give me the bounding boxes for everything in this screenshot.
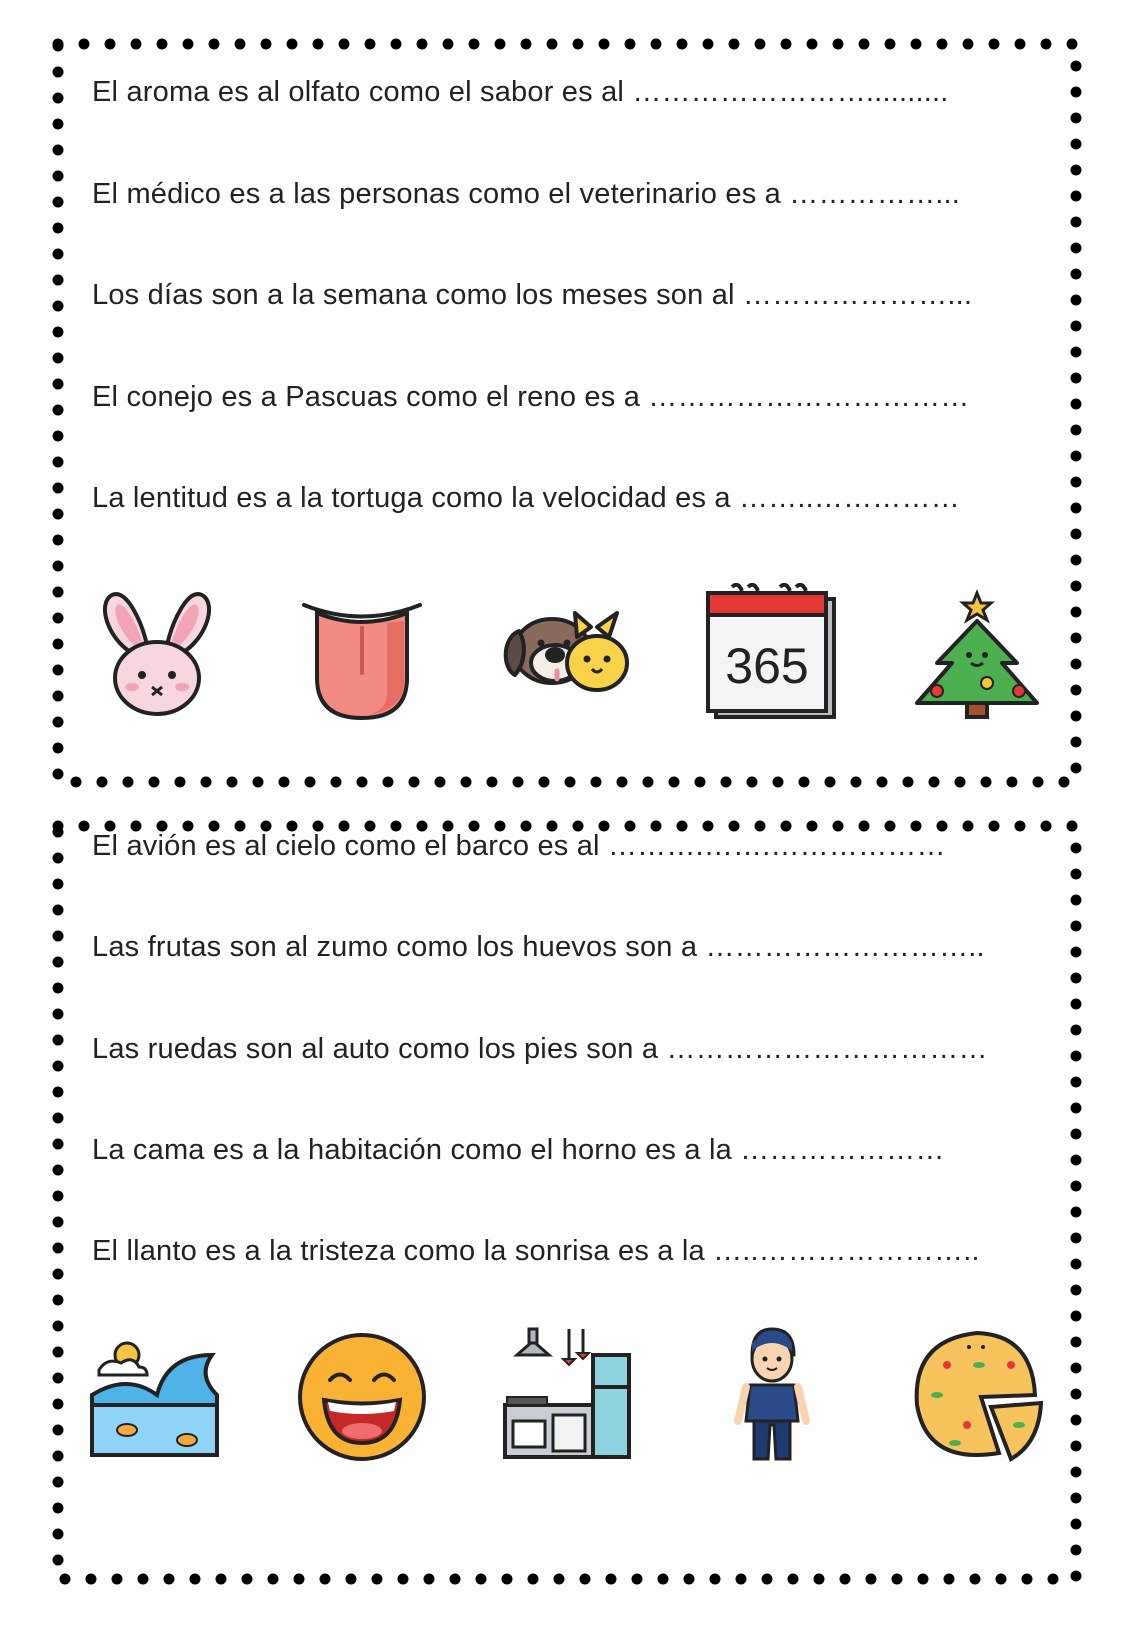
analogy-line-1: El aroma es al olfato como el sabor es al …………………….......... bbox=[92, 76, 949, 108]
omelette-icon bbox=[907, 1325, 1047, 1465]
picture-options-2 bbox=[87, 1325, 1047, 1465]
analogy-line-5: La lentitud es a la tortuga como la velocidad es a ……..…………… bbox=[92, 482, 960, 514]
dog-and-cat-icon bbox=[497, 583, 637, 723]
exercise-card-2 bbox=[52, 820, 1082, 1585]
analogy-line-10: El llanto es a la tristeza como la sonrisa es a la …..………………….. bbox=[92, 1235, 980, 1267]
kitchen-icon bbox=[497, 1325, 637, 1465]
analogy-line-9: La cama es a la habitación como el horno es a la ………………… bbox=[92, 1134, 945, 1166]
analogy-line-2: El médico es a las personas como el veterinario es a ……………... bbox=[92, 178, 961, 210]
picture-options-1 bbox=[87, 583, 1047, 723]
laughing-face-icon bbox=[292, 1325, 432, 1465]
analogy-line-8: Las ruedas son al auto como los pies son a …………………………… bbox=[92, 1033, 988, 1065]
analogy-line-4: El conejo es a Pascuas como el reno es a …………………………… bbox=[92, 381, 970, 413]
calendar-number: 365 bbox=[725, 638, 809, 694]
calendar-365-icon bbox=[702, 583, 842, 723]
sea-waves-icon bbox=[87, 1325, 227, 1465]
rabbit-icon bbox=[87, 583, 227, 723]
analogy-line-3: Los días son a la semana como los meses son al …………………... bbox=[92, 279, 973, 311]
analogy-line-6: El avión es al cielo como el barco es al ……….…….……………… bbox=[92, 830, 946, 862]
christmas-tree-icon bbox=[907, 583, 1047, 723]
exercise-card-1 bbox=[52, 38, 1082, 788]
boy-icon bbox=[702, 1325, 842, 1465]
tongue-icon bbox=[292, 583, 432, 723]
analogy-line-7: Las frutas son al zumo como los huevos son a ……………………….. bbox=[92, 931, 985, 963]
